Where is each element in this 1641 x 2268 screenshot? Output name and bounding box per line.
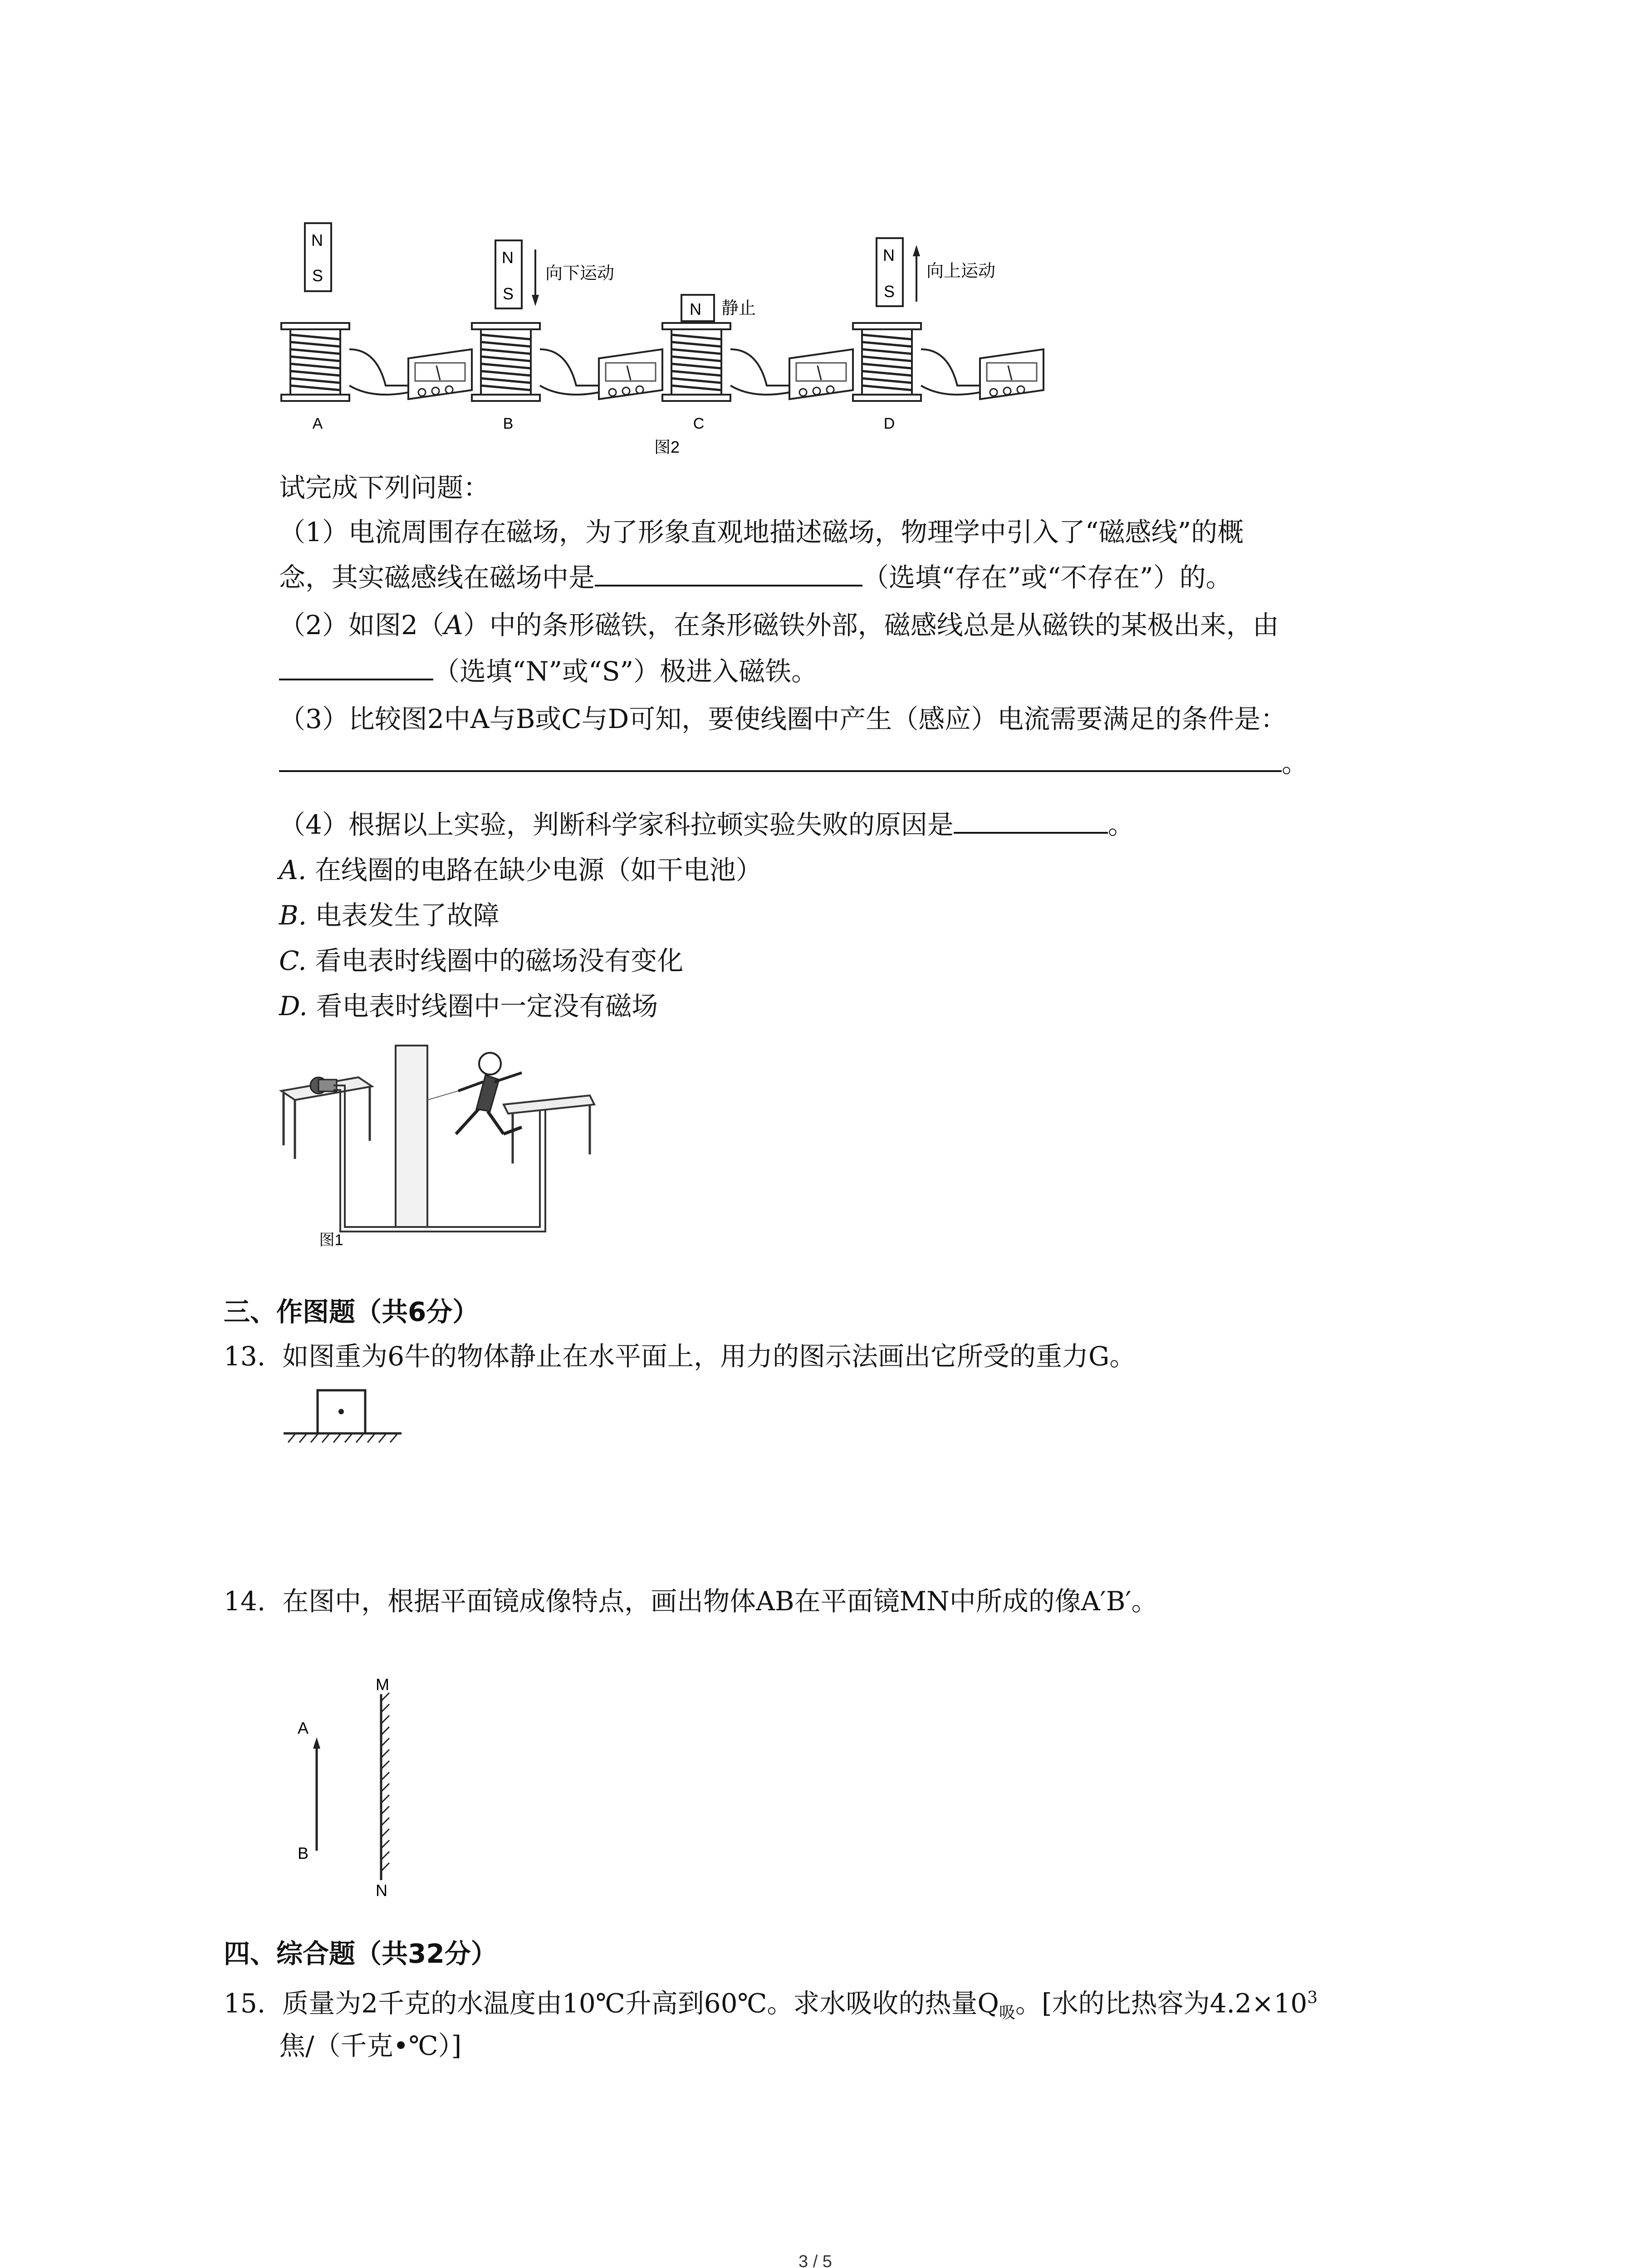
q12-part2-text-b: ）中的条形磁铁，在条形磁铁外部，磁感线总是从磁铁的某极出来，由 [463, 610, 1279, 640]
magnet-a-n: N [311, 231, 323, 249]
magnet-d-n: N [883, 246, 895, 264]
q15-subscript: 吸 [999, 2003, 1015, 2022]
q13-text: 如图重为6牛的物体静止在水平面上，用力的图示法画出它所受的重力G。 [282, 1341, 1136, 1372]
figure-2-drawing [272, 213, 1071, 467]
figure-1-caption: 图1 [319, 1232, 343, 1249]
object-label-a: A [298, 1719, 309, 1737]
q12-option-a[interactable] [279, 852, 762, 888]
q14-text: 在图中，根据平面镜成像特点，画出物体AB在平面镜MN中所成的像A′B′。 [282, 1586, 1158, 1617]
q15-text-a: 质量为2千克的水温度由10℃升高到60℃。求水吸收的热量Q [282, 1988, 999, 2019]
q12-part1-text-a: 念，其实磁感线在磁场中是 [279, 562, 595, 593]
panel-b-label: B [503, 415, 514, 432]
panel-d [853, 238, 1043, 432]
page-number: 3 / 5 [798, 2252, 832, 2268]
option-letter: B. [279, 900, 307, 931]
option-text: 在线圈的电路在缺少电源（如干电池） [314, 855, 762, 885]
object-label-b: B [298, 1844, 309, 1862]
option-text: 看电表时线圈中的磁场没有变化 [315, 945, 684, 976]
panel-c-label: C [693, 415, 705, 432]
q12-part3-line2 [279, 745, 1308, 781]
q12-part2-answer-blank[interactable] [279, 653, 433, 680]
q12-part3-period: 。 [1282, 748, 1308, 778]
q12-part1-line1: （1）电流周围存在磁场，为了形象直观地描述磁场，物理学中引入了“磁感线”的概 [279, 517, 1244, 547]
motion-b-label: 向下运动 [545, 264, 615, 283]
q13-number: 13. [224, 1341, 266, 1372]
q12-part4-text: （4）根据以上实验，判断科学家科拉顿实验失败的原因是 [279, 809, 954, 840]
q12-part4-answer-blank[interactable] [954, 807, 1108, 834]
q15-line1 [224, 1980, 1318, 2031]
mirror-label-n: N [376, 1881, 387, 1900]
q14-figure[interactable] [290, 1674, 408, 1901]
q12-part2-line2 [279, 653, 818, 689]
figure-2-caption: 图2 [654, 438, 680, 456]
q12-part1-answer-blank[interactable] [595, 559, 862, 587]
option-text: 看电表时线圈中一定没有磁场 [316, 991, 658, 1022]
q12-part2-text-c: （选填“N”或“S”）极进入磁铁。 [433, 656, 818, 687]
motion-d-label: 向上运动 [926, 262, 996, 281]
q13 [224, 1338, 1136, 1374]
q14 [224, 1583, 1158, 1619]
q12-option-c[interactable] [279, 943, 683, 979]
panel-c [662, 295, 853, 432]
q12-part1-line2 [279, 559, 1232, 596]
q14-drawing [290, 1674, 408, 1901]
motion-c-label: 静止 [721, 299, 756, 318]
q12-part4 [279, 807, 1134, 843]
section-4-title: 四、综合题（共32分） [224, 1938, 497, 1969]
q12-part3-line1: （3）比较图2中A与B或C与D可知，要使线圈中产生（感应）电流需要满足的条件是： [279, 704, 1287, 734]
q12-part2-line1 [279, 607, 1279, 643]
panel-d-label: D [883, 415, 895, 432]
magnet-c-n: N [690, 300, 701, 318]
q15-superscript: 3 [1307, 1989, 1318, 2007]
q13-figure[interactable] [279, 1386, 406, 1449]
option-letter: A. [279, 855, 307, 885]
magnet-b-n: N [502, 248, 514, 267]
q13-drawing [279, 1386, 406, 1449]
option-text: 电表发生了故障 [315, 900, 500, 931]
magnet-d-s: S [884, 282, 895, 301]
q15-number: 15. [224, 1988, 266, 2019]
option-letter: C. [279, 945, 307, 976]
magnet-a-s: S [312, 266, 323, 285]
q15-text-b: 。[水的比热容为4.2×10 [1015, 1988, 1308, 2019]
q12-part4-period: 。 [1107, 809, 1134, 840]
q12-intro: 试完成下列问题： [279, 472, 490, 503]
figure-1-drawing [277, 1036, 603, 1250]
block-center-dot [338, 1409, 344, 1414]
q12-part2-text-a: （2）如图2（ [279, 610, 444, 640]
q12-option-d[interactable] [279, 988, 658, 1024]
panel-a [281, 223, 472, 432]
panel-b [472, 240, 662, 432]
magnet-b-s: S [503, 284, 514, 303]
figure-1 [277, 1036, 603, 1250]
q12-part2-italic: A [444, 610, 463, 640]
panel-a-label: A [312, 415, 323, 432]
q12-part1-text-b: （选填“存在”或“不存在”）的。 [862, 562, 1232, 593]
q12-part3-answer-blank[interactable] [279, 745, 1282, 772]
q15-line2: 焦/（千克•℃）] [279, 2030, 462, 2061]
mirror-label-m: M [376, 1675, 389, 1694]
q14-number: 14. [224, 1586, 266, 1617]
object-arrow-head [313, 1737, 320, 1749]
section-3-title: 三、作图题（共6分） [224, 1296, 479, 1327]
figure-2 [272, 213, 1071, 467]
q12-option-b[interactable] [279, 897, 500, 934]
option-letter: D. [279, 991, 308, 1022]
